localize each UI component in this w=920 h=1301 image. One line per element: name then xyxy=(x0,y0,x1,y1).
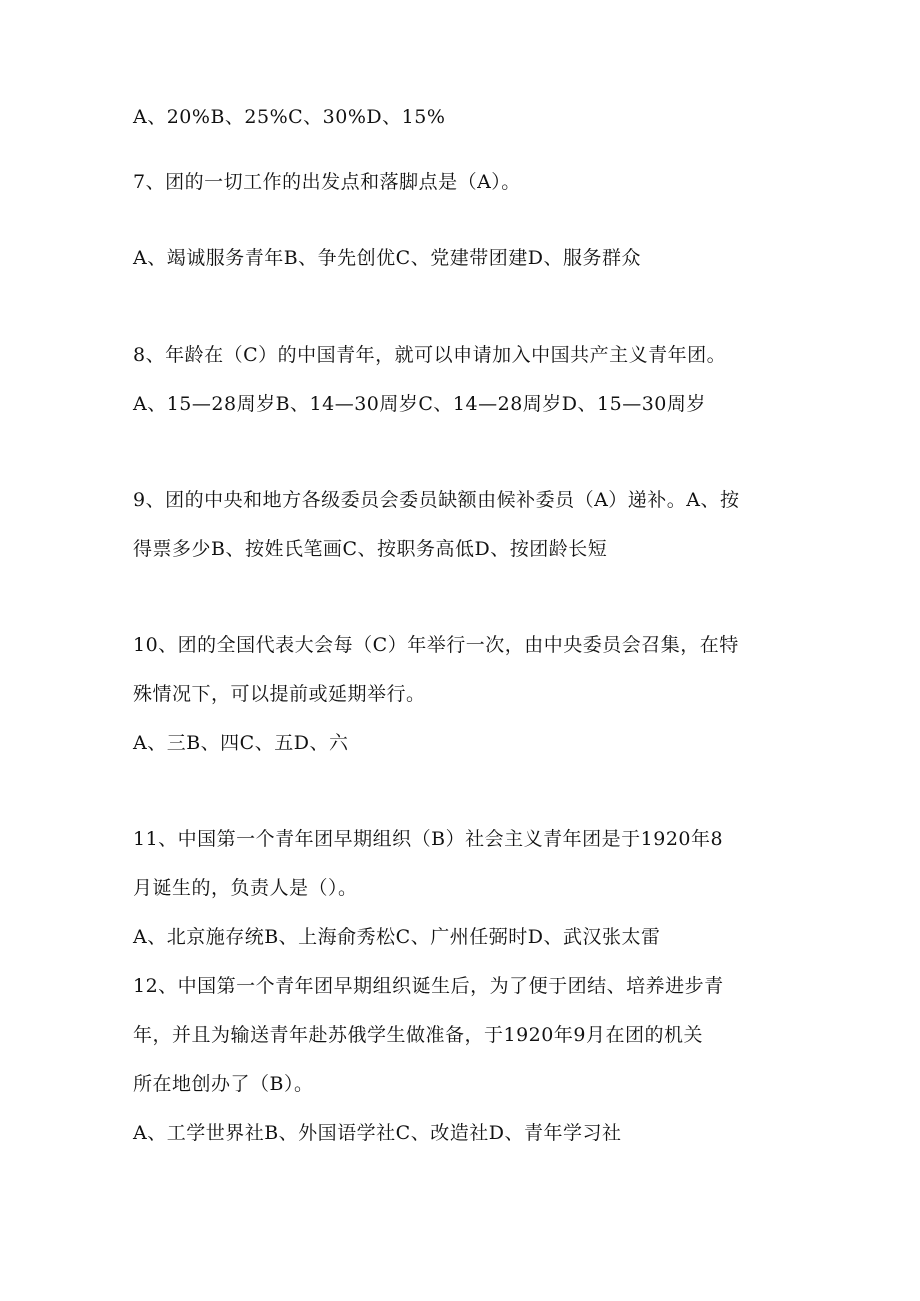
q11-stem-line2: 月诞生的，负责人是（）。 xyxy=(133,877,358,899)
q11-stem-line1: 11、中国第一个青年团早期组织（B）社会主义青年团是于1920年8 xyxy=(133,828,724,850)
q12-stem-line3: 所在地创办了（B）。 xyxy=(133,1073,314,1095)
q10-options: A、三B、四C、五D、六 xyxy=(133,732,349,754)
q10-stem-line2: 殊情况下，可以提前或延期举行。 xyxy=(133,683,426,705)
q8-options: A、15—28周岁B、14—30周岁C、14—28周岁D、15—30周岁 xyxy=(133,393,706,415)
q7-stem: 7、团的一切工作的出发点和落脚点是（A）。 xyxy=(133,171,521,193)
q8-stem: 8、年龄在（C）的中国青年，就可以申请加入中国共产主义青年团。 xyxy=(133,344,727,366)
q12-stem-line2: 年，并且为输送青年赴苏俄学生做准备，于1920年9月在团的机关 xyxy=(133,1024,703,1046)
q6-options: A、20%B、25%C、30%D、15% xyxy=(133,106,446,128)
q7-options: A、竭诚服务青年B、争先创优C、党建带团建D、服务群众 xyxy=(133,247,641,269)
q9-stem-line2: 得票多少B、按姓氏笔画C、按职务高低D、按团龄长短 xyxy=(133,538,608,560)
q12-options: A、工学世界社B、外国语学社C、改造社D、青年学习社 xyxy=(133,1122,622,1144)
q9-stem-line1: 9、团的中央和地方各级委员会委员缺额由候补委员（A）递补。A、按 xyxy=(133,489,740,511)
q11-options: A、北京施存统B、上海俞秀松C、广州任弼时D、武汉张太雷 xyxy=(133,926,661,948)
q12-stem-line1: 12、中国第一个青年团早期组织诞生后，为了便于团结、培养进步青 xyxy=(133,975,724,997)
q10-stem-line1: 10、团的全国代表大会每（C）年举行一次，由中央委员会召集，在特 xyxy=(133,634,739,656)
